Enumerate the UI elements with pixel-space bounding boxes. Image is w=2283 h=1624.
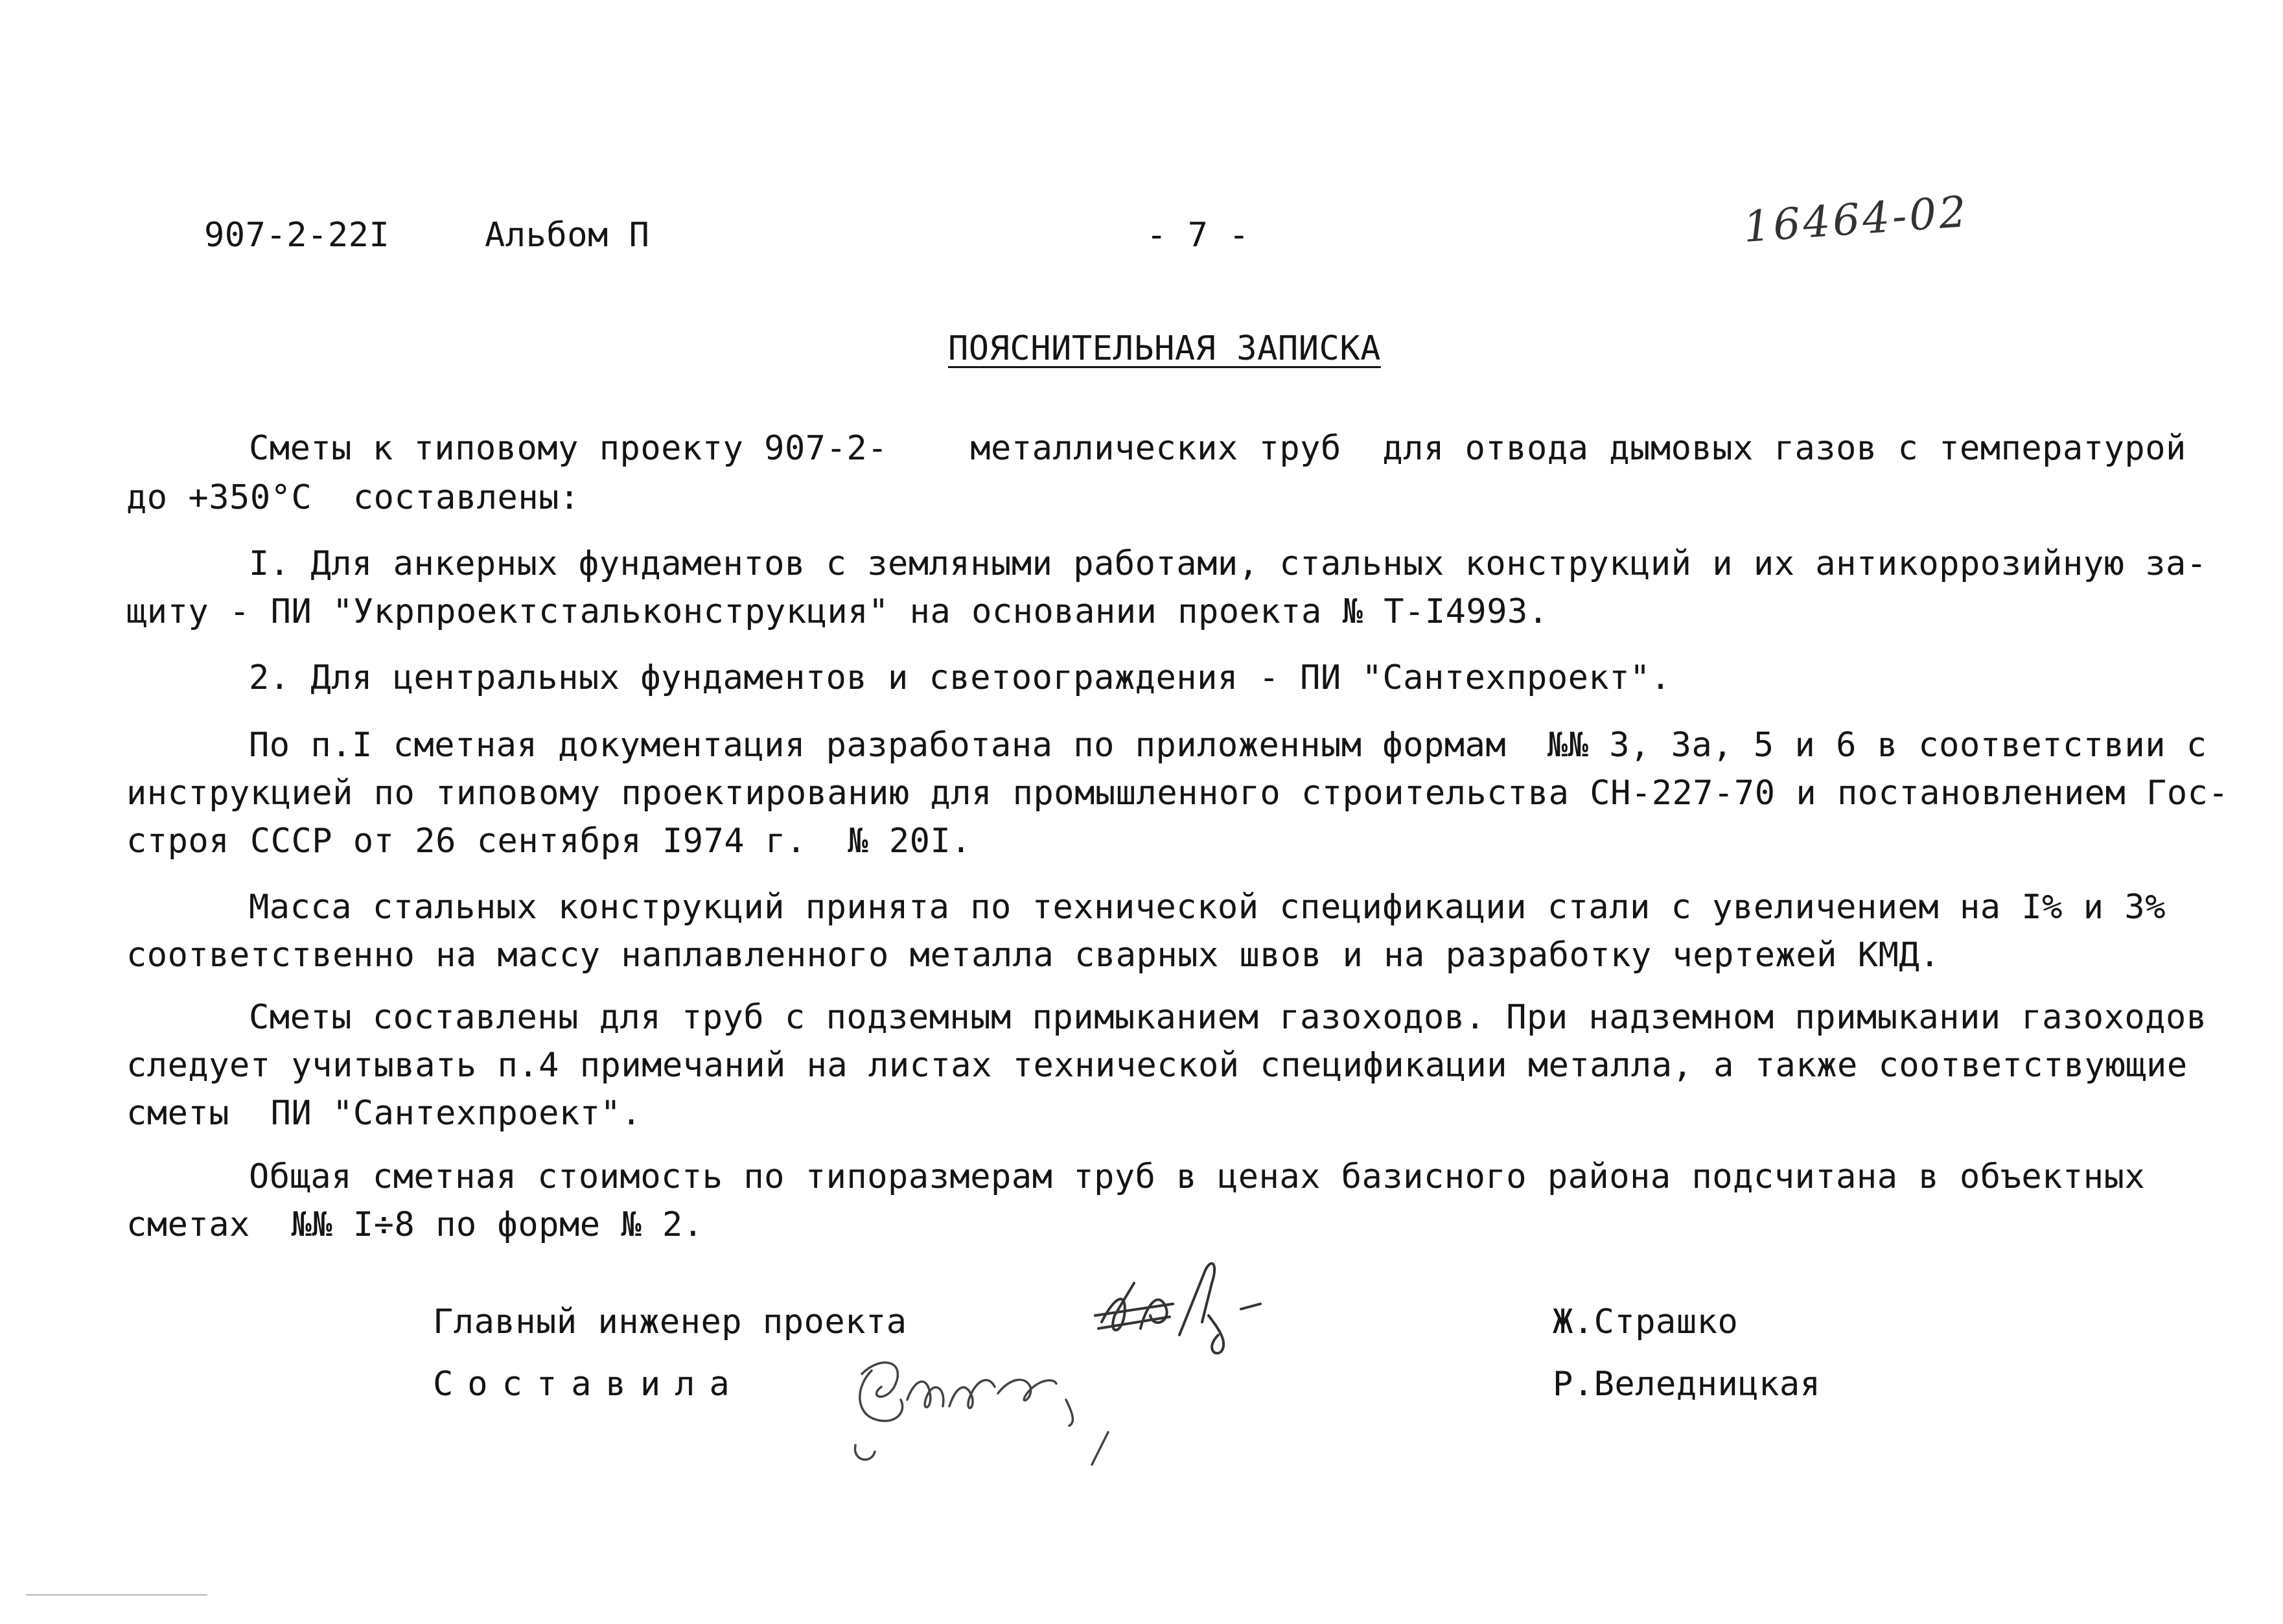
paragraph-4-line-3: строя СССР от 26 сентября I974 г. № 20I. bbox=[126, 822, 972, 861]
paragraph-4-line-2: инструкцией по типовому проектированию для промышленного строительства СН-227-70 и постановлением Гос- bbox=[126, 774, 2229, 813]
album-label: Альбом П bbox=[485, 216, 650, 255]
page-number: - 7 - bbox=[1146, 216, 1250, 255]
signature-name-chief-engineer: Ж.Страшко bbox=[1553, 1303, 1739, 1341]
signature-role-chief-engineer: Главный инженер проекта bbox=[433, 1303, 907, 1341]
paragraph-6-line-2: следует учитывать п.4 примечаний на листах технической спецификации металла, а также соответствующие bbox=[126, 1046, 2188, 1085]
document-title: ПОЯСНИТЕЛЬНАЯ ЗАПИСКА bbox=[948, 329, 1381, 368]
handwritten-signature-compiler bbox=[836, 1335, 1134, 1484]
paragraph-2-line-1: I. Для анкерных фундаментов с земляными работами, стальных конструкций и их антикоррозийную за- bbox=[249, 544, 2207, 583]
doc-code: 907-2-22I bbox=[204, 216, 390, 255]
paragraph-4-line-1: По п.I сметная документация разработана по приложенным формам №№ 3, 3а, 5 и 6 в соответствии с bbox=[249, 726, 2207, 765]
paragraph-1-line-2: до +350°С составлены: bbox=[126, 478, 580, 517]
signature-name-compiler: Р.Веледницкая bbox=[1553, 1365, 1821, 1404]
bottom-rule bbox=[26, 1594, 207, 1595]
paragraph-6-line-1: Сметы составлены для труб с подземным примыканием газоходов. При надземном примыкании газоходов bbox=[249, 998, 2207, 1037]
paragraph-1-line-1: Сметы к типовому проекту 907-2- металлических труб для отвода дымовых газов с температурой bbox=[249, 429, 2186, 468]
signature-role-compiler: Составила bbox=[433, 1365, 744, 1404]
paragraph-7-line-2: сметах №№ I÷8 по форме № 2. bbox=[126, 1205, 704, 1244]
inventory-number: 16464-02 bbox=[1741, 186, 1971, 253]
paragraph-5-line-1: Масса стальных конструкций принята по технической спецификации стали с увеличением на I% и 3% bbox=[249, 888, 2166, 927]
paragraph-2-line-2: щиту - ПИ "Укрпроектстальконструкция" на основании проекта № Т-I4993. bbox=[126, 592, 1549, 631]
paragraph-5-line-2: соответственно на массу наплавленного металла сварных швов и на разработку чертежей КМД. bbox=[126, 936, 1940, 975]
paragraph-3-line-1: 2. Для центральных фундаментов и светоограждения - ПИ "Сантехпроект". bbox=[249, 658, 1671, 697]
paragraph-7-line-1: Общая сметная стоимость по типоразмерам труб в ценах базисного района подсчитана в объектных bbox=[249, 1157, 2146, 1196]
paragraph-6-line-3: сметы ПИ "Сантехпроект". bbox=[126, 1094, 642, 1133]
